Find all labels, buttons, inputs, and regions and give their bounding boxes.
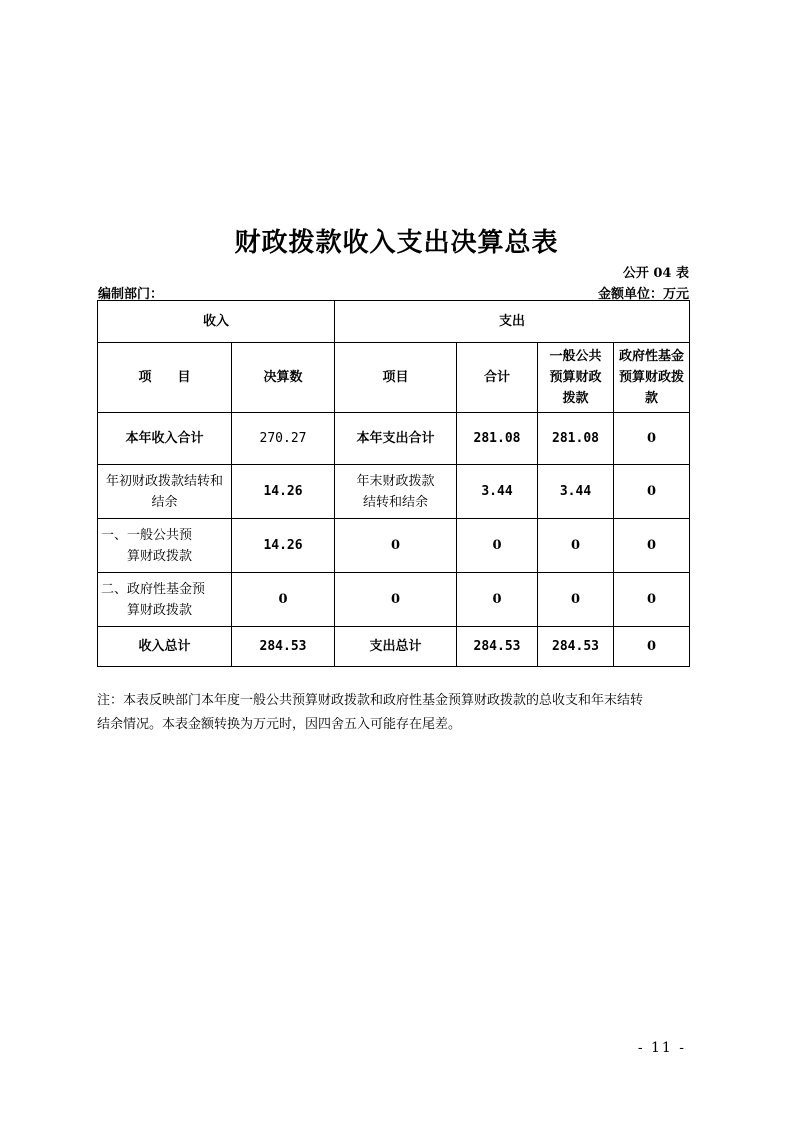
row-in-item-line2: 算财政拨款 [127,602,193,618]
row-in-value: 270.27 [232,413,335,465]
row-in-item-line1: 二、政府性基金预 [101,581,206,597]
col-general-line3: 拨款 [562,391,589,406]
col-fund-line2: 预算财政拨 [619,370,685,385]
col-general [538,343,614,413]
document-title: 财政拨款收入支出决算总表 [234,228,559,258]
row-in-item-line2: 算财政拨款 [127,548,193,564]
footnote [97,689,689,737]
row-total: 281.08 [457,413,538,465]
row-out-item [335,465,457,519]
row-general: 0 [538,519,614,573]
row-in-item-line1: 年初财政拨款结转和 [105,473,223,489]
col-fund-line1: 政府性基金 [619,349,685,364]
appropriation-table [97,300,690,667]
column-header-row [98,343,690,413]
row-fund: 0 [614,465,690,519]
row-in-item: 本年收入合计 [98,413,232,465]
table-row [98,573,690,627]
col-actual: 决算数 [232,343,335,413]
col-item: 项 目 [98,343,232,413]
expense-header: 支出 [335,301,690,343]
unit-label: 金额单位：万元 [597,287,689,302]
row-fund: 0 [614,519,690,573]
page-number: - 11 - [637,1040,686,1056]
row-in-value: 284.53 [232,627,335,667]
row-in-value: 14.26 [232,465,335,519]
row-fund: 0 [614,627,690,667]
row-in-item [98,519,232,573]
row-out-item: 0 [335,573,457,627]
row-in-item [98,573,232,627]
row-total: 0 [457,573,538,627]
row-total: 284.53 [457,627,538,667]
col-exp-item: 项目 [335,343,457,413]
row-out-item: 0 [335,519,457,573]
form-number: 公开 04 表 [622,266,689,281]
income-header: 收入 [98,301,335,343]
col-fund-line3: 款 [645,391,659,406]
row-in-item-line2: 结余 [151,494,178,510]
row-general: 3.44 [538,465,614,519]
row-in-value: 14.26 [232,519,335,573]
department-label: 编制部门： [98,287,164,302]
row-in-value: 0 [232,573,335,627]
row-fund: 0 [614,573,690,627]
row-in-item-line1: 一、一般公共预 [101,527,193,543]
row-out-item: 支出总计 [335,627,457,667]
table-header-row [98,301,690,343]
footnote-line1: 注：本表反映部门本年度一般公共预算财政拨款和政府性基金预算财政拨款的总收支和年末结转 [97,693,644,708]
col-general-line2: 预算财政 [549,370,602,385]
row-total: 0 [457,519,538,573]
row-out-item: 本年支出合计 [335,413,457,465]
row-fund: 0 [614,413,690,465]
row-total: 3.44 [457,465,538,519]
footnote-line2: 结余情况。本表金额转换为万元时，因四舍五入可能存在尾差。 [97,717,462,732]
col-fund [614,343,690,413]
table-row [98,519,690,573]
table-row [98,627,690,667]
col-general-line1: 一般公共 [549,349,602,364]
table-row [98,465,690,519]
row-general: 0 [538,573,614,627]
row-general: 281.08 [538,413,614,465]
col-total: 合计 [457,343,538,413]
row-out-item-line2: 结转和结余 [363,494,429,510]
row-general: 284.53 [538,627,614,667]
row-in-item: 收入总计 [98,627,232,667]
row-in-item [98,465,232,519]
row-out-item-line1: 年末财政拨款 [356,473,435,489]
table-row [98,413,690,465]
